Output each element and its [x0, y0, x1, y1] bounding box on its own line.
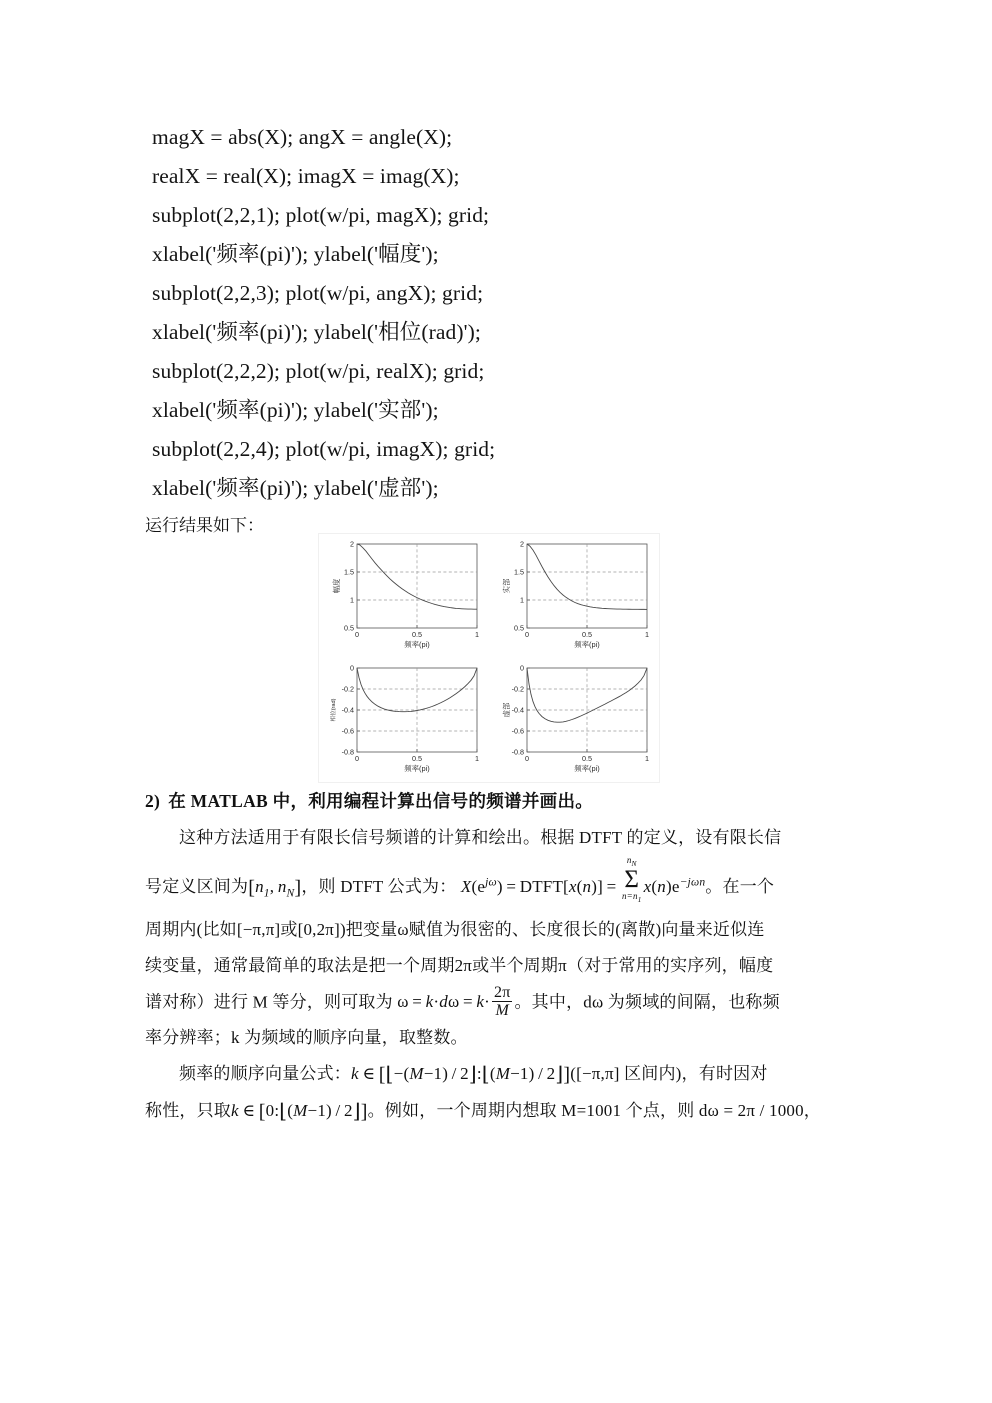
k-range-half-formula: k ∈ [0:⌊(M−1) / 2⌋]: [231, 1101, 368, 1124]
section-heading: [145, 786, 857, 816]
paragraph-3-text-post: 。其中，dω 为频域的间隔，也称频: [514, 992, 780, 1012]
paragraph-1-text-b-pre: 号定义区间为: [145, 877, 249, 897]
code-line: xlabel('频率(pi)'); ylabel('实部');: [152, 398, 439, 422]
svg-text:-0.4: -0.4: [511, 705, 524, 715]
subplot3-xlabel: 频率(pi): [404, 764, 430, 773]
svg-text:0: 0: [355, 754, 359, 763]
svg-text:0: 0: [525, 630, 529, 639]
svg-text:0.5: 0.5: [582, 630, 592, 639]
subplot-real-svg: [489, 534, 659, 658]
paragraph-1-line-1: [145, 820, 857, 856]
svg-text:0.5: 0.5: [412, 754, 422, 763]
paragraph-5-line-1: [145, 1056, 857, 1093]
paragraph-2-text-a: 周期内(比如[−π,π]或[0,2π])把变量ω赋值为很密的、长度很长的(离散)向量来近似连: [145, 919, 765, 939]
matlab-figure: [318, 533, 660, 783]
section-number: 2): [145, 791, 161, 811]
svg-text:0.5: 0.5: [344, 623, 354, 633]
paragraph-5-text-pre: 频率的顺序向量公式：: [179, 1064, 351, 1084]
matlab-code-block: [152, 118, 852, 508]
svg-text:-0.6: -0.6: [511, 726, 524, 736]
code-line: magX = abs(X); angX = angle(X);: [152, 125, 453, 149]
dtft-formula: $X(e^{j\omega})$ = DTFT[x(n)] = $n_N$ Σ $n=n_1$ $x(n)e^{-j\omega n}$: [460, 855, 706, 905]
subplot2-xlabel: 频率(pi): [574, 640, 600, 649]
svg-text:1.5: 1.5: [344, 567, 354, 577]
subplot-phase: [319, 658, 489, 782]
svg-text:-0.8: -0.8: [341, 747, 354, 757]
subplot-magnitude-svg: [319, 534, 489, 658]
svg-text:0.5: 0.5: [582, 754, 592, 763]
paragraph-1-text-a: 这种方法适用于有限长信号频谱的计算和绘出。根据 DTFT 的定义，设有限长信: [179, 828, 782, 847]
svg-text:0: 0: [350, 663, 354, 673]
svg-text:1: 1: [350, 595, 354, 605]
subplot4-ylabel: 虚部: [502, 702, 511, 718]
svg-text:-0.6: -0.6: [341, 726, 354, 736]
svg-text:2: 2: [350, 539, 354, 549]
paragraph-1-text-b-post: 。在一个: [705, 877, 775, 897]
code-line: xlabel('频率(pi)'); ylabel('幅度');: [152, 242, 439, 266]
svg-text:0: 0: [355, 630, 359, 639]
paragraph-3-line-2: [145, 1020, 857, 1056]
result-caption: 运行结果如下：: [145, 516, 264, 535]
interval-notation: [$n_1$, $n_N$]: [248, 877, 302, 900]
code-line: xlabel('频率(pi)'); ylabel('虚部');: [152, 476, 439, 500]
svg-text:1.5: 1.5: [514, 567, 524, 577]
k-range-full-formula: k ∈ [⌊−(M−1) / 2⌋:⌊(M−1) / 2⌋]: [351, 1064, 571, 1087]
svg-text:1: 1: [645, 754, 649, 763]
svg-text:2: 2: [520, 539, 524, 549]
paragraph-1-text-b-mid: ，则 DTFT 公式为：: [301, 877, 457, 897]
svg-text:0: 0: [525, 754, 529, 763]
paragraph-6-text-pre: 称性，只取: [145, 1101, 231, 1121]
paragraph-2-line-2: [145, 948, 857, 984]
subplot1-xlabel: 频率(pi): [404, 640, 430, 649]
svg-text:1: 1: [520, 595, 524, 605]
code-line: subplot(2,2,1); plot(w/pi, magX); grid;: [152, 203, 490, 227]
section-heading-text: 在 MATLAB 中，利用编程计算出信号的频谱并画出。: [168, 791, 594, 811]
svg-text:1: 1: [475, 630, 479, 639]
svg-text:-0.2: -0.2: [341, 684, 354, 694]
paragraph-1-line-2: [145, 856, 857, 912]
subplot4-xlabel: 频率(pi): [574, 764, 600, 773]
paragraph-2-line-1: [145, 912, 857, 948]
subplot-imaginary-svg: [489, 658, 659, 782]
subplot-imaginary: [489, 658, 659, 782]
svg-text:1: 1: [475, 754, 479, 763]
svg-text:0.5: 0.5: [514, 623, 524, 633]
subplot-grid: [319, 534, 659, 782]
omega-formula: ω = k·dω = k· $\frac{2\pi}{M}$: [392, 983, 511, 1019]
subplot1-ylabel: 幅度: [332, 578, 341, 594]
paragraph-2-text-b: 续变量，通常最简单的取法是把一个周期2π或半个周期π（对于常用的实序列，幅度: [145, 955, 774, 975]
code-line: realX = real(X); imagX = imag(X);: [152, 164, 460, 188]
code-line: subplot(2,2,3); plot(w/pi, angX); grid;: [152, 281, 484, 305]
svg-text:-0.2: -0.2: [511, 684, 524, 694]
paragraph-3-line-1: [145, 984, 857, 1021]
subplot-magnitude: [319, 534, 489, 658]
code-line: xlabel('频率(pi)'); ylabel('相位(rad)');: [152, 320, 481, 344]
subplot-real: [489, 534, 659, 658]
paragraph-5-text-post: ([−π,π] 区间内)，有时因对: [570, 1064, 768, 1084]
subplot2-ylabel: 实部: [502, 578, 511, 594]
svg-text:0: 0: [520, 663, 524, 673]
subplot3-ylabel: 相位(rad): [331, 698, 337, 722]
subplot-phase-svg: [319, 658, 489, 782]
code-line: subplot(2,2,4); plot(w/pi, imagX); grid;: [152, 437, 496, 461]
svg-text:-0.8: -0.8: [511, 747, 524, 757]
article-body: [145, 786, 857, 1130]
paragraph-3-text-pre: 谱对称）进行 M 等分，则可取为: [145, 992, 393, 1012]
svg-text:1: 1: [645, 630, 649, 639]
svg-text:-0.4: -0.4: [341, 705, 354, 715]
paragraph-6-line-1: [145, 1093, 857, 1130]
paragraph-4-text: 率分辨率；k 为频域的顺序向量，取整数。: [145, 1028, 468, 1048]
paragraph-6-text-post: 。例如，一个周期内想取 M=1001 个点，则 dω = 2π / 1000，: [367, 1101, 821, 1121]
code-line: subplot(2,2,2); plot(w/pi, realX); grid;: [152, 359, 485, 383]
svg-text:0.5: 0.5: [412, 630, 422, 639]
